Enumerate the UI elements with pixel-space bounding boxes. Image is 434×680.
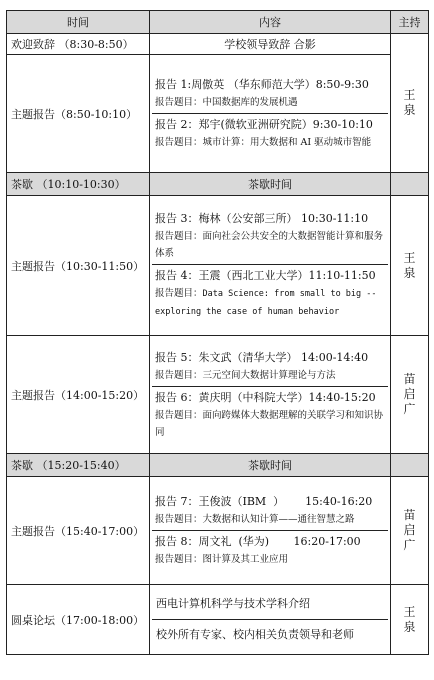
session3-content <box>150 336 391 454</box>
roundtable-content <box>150 585 391 655</box>
talk-6 <box>152 386 388 443</box>
host-char: 泉 <box>403 103 416 117</box>
talk-7-topic: 报告题目：大数据和认知计算——通往智慧之路 <box>155 514 355 525</box>
session2-host <box>391 196 429 336</box>
row-welcome <box>7 34 429 55</box>
session3-host <box>391 336 429 454</box>
talk-8 <box>152 530 388 570</box>
row-roundtable <box>7 585 429 655</box>
host-char: 泉 <box>403 265 416 280</box>
tea2-host <box>391 454 429 477</box>
talk-4-speaker: 报告 4：王震（西北工业大学）11:10-11:50 <box>155 269 376 282</box>
session4-host <box>391 477 429 585</box>
tea1-content: 茶歇时间 <box>150 173 391 196</box>
talk-3-speaker: 报告 3：梅林（公安部三所） 10:30-11:10 <box>155 212 369 225</box>
talk-7 <box>152 491 388 530</box>
talk-6-speaker: 报告 6：黄庆明（中科院大学）14:40-15:20 <box>155 390 376 404</box>
host-char: 苗 <box>403 508 416 522</box>
host-char: 王 <box>403 88 416 102</box>
talk-5-speaker: 报告 5：朱文武（清华大学） 14:00-14:40 <box>155 350 369 364</box>
talk-4 <box>152 264 388 323</box>
roundtable-item-2: 校外所有专家、校内相关负责领导和老师 <box>152 619 388 650</box>
header-content: 内容 <box>150 11 391 34</box>
row-tea2 <box>7 454 429 477</box>
talk-1 <box>152 74 388 113</box>
session2-time: 主题报告（10:30-11:50） <box>7 196 150 336</box>
talk-7-speaker: 报告 7：王俊波（IBM ） 15:40-16:20 <box>155 495 373 508</box>
talk-3-topic: 报告题目：面向社会公共安全的大数据智能计算和服务体系 <box>155 231 384 259</box>
row-session1 <box>7 55 429 173</box>
header-time: 时间 <box>7 11 150 34</box>
tea2-content: 茶歇时间 <box>150 454 391 477</box>
talk-4-topic <box>155 285 386 321</box>
talk-2 <box>152 113 388 153</box>
schedule-table <box>6 10 429 655</box>
row-session4 <box>7 477 429 585</box>
talk-1-speaker: 报告 1:周傲英 （华东师范大学）8:50-9:30 <box>155 78 369 91</box>
session2-content <box>150 196 391 336</box>
host-char: 泉 <box>403 619 416 634</box>
session1-content <box>150 55 391 173</box>
host-char: 启 <box>403 523 416 537</box>
talk-3 <box>152 208 388 264</box>
tea2-time: 茶歇 （15:20-15:40） <box>7 454 150 477</box>
host-char: 苗 <box>403 372 416 386</box>
tea1-host <box>391 173 429 196</box>
session4-time: 主题报告（15:40-17:00） <box>7 477 150 585</box>
row-session2 <box>7 196 429 336</box>
host-char: 王 <box>403 604 416 619</box>
session3-time: 主题报告（14:00-15:20） <box>7 336 150 454</box>
row-session3 <box>7 336 429 454</box>
talk-5-topic: 报告题目：三元空间大数据计算理论与方法 <box>155 369 336 381</box>
session1-time: 主题报告（8:50-10:10） <box>7 55 150 173</box>
talk-2-topic: 报告题目：城市计算：用大数据和 AI 驱动城市智能 <box>155 137 372 148</box>
welcome-content: 学校领导致辞 合影 <box>150 34 391 55</box>
talk-6-topic: 报告题目：面向跨媒体大数据理解的关联学习和知识协同 <box>155 409 384 438</box>
host-char: 广 <box>403 402 416 416</box>
talk-4-topic-en: Data Science: from small to big --exploring the case of human behavior <box>155 289 377 317</box>
session1-host <box>391 34 429 173</box>
session4-content <box>150 477 391 585</box>
roundtable-item-1: 西电计算机科学与技术学科介绍 <box>156 597 310 610</box>
talk-8-topic: 报告题目：图计算及其工业应用 <box>155 554 289 565</box>
tea1-time: 茶歇 （10:10-10:30） <box>7 173 150 196</box>
talk-8-speaker: 报告 8：周文礼 (华为) 16:20-17:00 <box>155 535 361 548</box>
roundtable-time: 圆桌论坛（17:00-18:00） <box>7 585 150 655</box>
host-char: 王 <box>403 250 416 265</box>
host-char: 启 <box>403 387 416 401</box>
row-tea1 <box>7 173 429 196</box>
header-host: 主持 <box>391 11 429 34</box>
host-char: 广 <box>403 538 416 552</box>
talk-5 <box>152 347 388 386</box>
header-row <box>7 11 429 34</box>
talk-1-topic: 报告题目：中国数据库的发展机遇 <box>155 97 298 108</box>
talk-4-topic-label: 报告题目： <box>155 288 203 299</box>
talk-2-speaker: 报告 2：郑宇(微软亚洲研究院）9:30-10:10 <box>155 118 373 131</box>
welcome-time: 欢迎致辞 （8:30-8:50） <box>7 34 150 55</box>
roundtable-host <box>391 585 429 655</box>
